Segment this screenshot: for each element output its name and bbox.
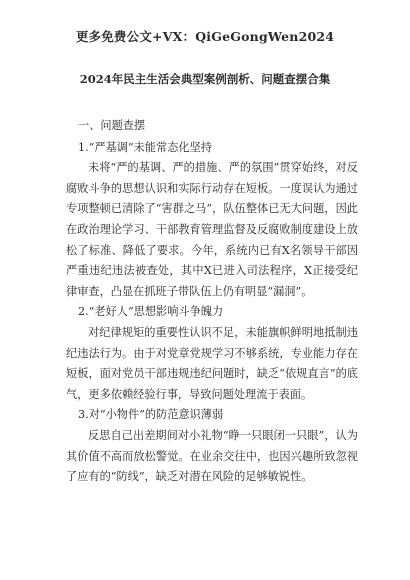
item-paragraph-2: 对纪律规矩的重要性认识不足，未能旗帜鲜明地抵制违纪违法行为。由于对党章党规学习不够系统，专业能力存在短板，面对党员干部违规违纪问题时，缺乏“依规直言”的底气，更多依赖经验行事，导致问题处理流于表面。 <box>66 325 358 401</box>
document-body <box>66 116 358 488</box>
item-heading-3: 3.对“小物件”的防范意识薄弱 <box>78 408 224 422</box>
document-title: 2024年民主生活会典型案例剖析、问题查摆合集 <box>79 72 331 86</box>
item-paragraph-3: 反思自己出差期间对小礼物“睁一只眼闭一只眼”，认为其价值不高而放松警觉。在业余交往中，也因兴趣所致忽视了应有的“防线”，缺乏对潜在风险的足够敏锐性。 <box>66 428 358 484</box>
item-paragraph-1: 未将“严的基调、严的措施、严的氛围”贯穿始终，对反腐败斗争的思想认识和实际行动存在短板。一度误认为通过专项整顿已清除了“害群之马”，队伍整体已无大问题，因此在政治理论学习、干部教育管理监督及反腐败制度建设上放松了标准、降低了要求。今年，系统内已有X名领导干部因严重违纪违法被查处，其中X已进入司法程序，X正接受纪律审查，凸显在抓班子带队伍上仍有明显“漏洞”。 <box>66 161 358 298</box>
item-heading-1: 1.“严基调”未能常态化坚持 <box>78 140 212 154</box>
section-heading: 一、问题查摆 <box>78 119 146 132</box>
item-heading-2: 2.“老好人”思想影响斗争魄力 <box>78 305 224 319</box>
header-watermark: 更多免费公文+VX：QiGeGongWen2024 <box>75 29 335 44</box>
